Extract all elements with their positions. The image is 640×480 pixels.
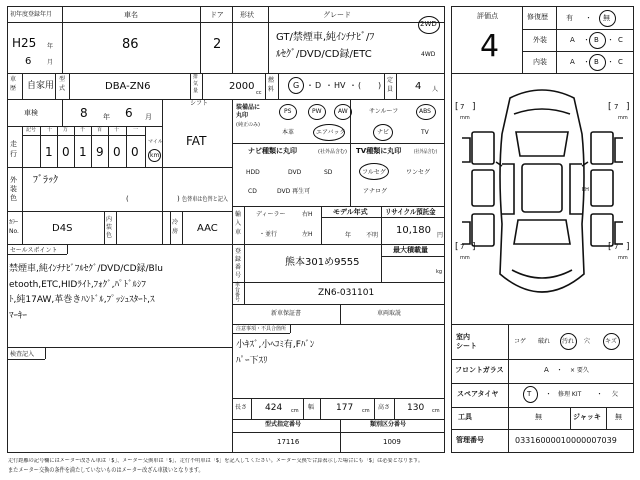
navi-dvd-play: DVD 再生可: [277, 188, 311, 195]
front-glass-x: × 要久: [570, 367, 589, 374]
grade-line-1: GT/禁煙車,純ｲﾝﾁﾅﾋﾞ/ﾌ: [276, 32, 375, 43]
bracket-bl-close: ]: [472, 242, 476, 252]
equip-navi: ナビ: [377, 129, 390, 136]
color-label: 外 装 色: [10, 176, 17, 202]
spare-label: スペアタイヤ: [457, 390, 499, 398]
size-tl: 7: [460, 103, 465, 111]
capacity-unit: 人: [432, 86, 439, 93]
equipment-subtitle: (純正のみ): [236, 122, 260, 128]
mileage-label: 走 行: [10, 140, 17, 158]
car-name-value: 86: [122, 37, 139, 52]
sales-label: セールスポイント: [10, 247, 58, 254]
displacement-label: 排 気 量: [193, 74, 199, 94]
notes-line-1: 小ｷｽﾞ,小ﾍｺﾐ有,Fﾊﾞﾝ: [236, 340, 315, 350]
sales-line-1: 禁煙車,純ｲﾝﾁﾅﾋﾞﾌﾙｾｸﾞ/DVD/CD録/Blu: [9, 264, 163, 274]
color-paren-open: (: [126, 195, 129, 203]
mileage-digit-6: 0: [131, 145, 139, 159]
footer-line-1: 走行距離の記号欄にはメーター改ざん車は「$」、メーター交換車は「$」、走行不明車は「$」を記入してください。メーター交換で合算表示した場合にも「$」は必要となります。: [8, 458, 424, 464]
seat-tear: 破れ: [538, 338, 551, 345]
doors-value: 2: [213, 37, 222, 52]
size-br: 7: [614, 243, 619, 251]
height-unit: cm: [432, 408, 440, 414]
digit-header-4: 百: [97, 127, 103, 133]
navi-hdd: HDD: [246, 169, 260, 176]
navi-cd: CD: [248, 188, 257, 195]
mile-label: マイル: [148, 139, 163, 145]
navi-dvd: DVD: [288, 169, 302, 176]
exterior-b: B: [594, 36, 599, 44]
mm-bl: mm: [460, 255, 470, 261]
length-unit: cm: [291, 408, 299, 414]
recycle-yen: 円: [437, 232, 444, 239]
seat-scratch: キズ: [605, 338, 617, 345]
width-unit: cm: [362, 408, 370, 414]
capacity-label: 定 員: [387, 77, 394, 93]
fuel-d: D: [315, 81, 322, 90]
designation-value: 17116: [277, 438, 300, 446]
model-value: DBA-ZN6: [105, 81, 151, 92]
recycle-label: リサイクル預託金: [385, 208, 436, 216]
spare-t: T: [527, 390, 532, 398]
import-lhd: 左H: [302, 231, 313, 238]
inspection-year: 8: [80, 106, 88, 120]
interior-dot-1: ・: [583, 58, 590, 66]
bracket-br-close: ]: [626, 242, 630, 252]
fuel-g: G: [293, 81, 300, 90]
color-no-value: D4S: [52, 223, 73, 234]
load-kg: kg: [436, 269, 443, 275]
cc-unit: cc: [256, 90, 262, 96]
color-no-label: ｶﾗｰ No.: [9, 219, 19, 235]
designation-label: 型式指定番号: [265, 421, 302, 428]
inspection-label: 車検: [24, 109, 38, 117]
warranty-manual: 車両取説: [377, 310, 402, 317]
year-unit: 年: [47, 43, 54, 50]
equipment-title: 装備品に 丸印: [236, 104, 261, 119]
mileage-digit-2: 0: [62, 145, 70, 159]
bracket-br: [: [608, 242, 612, 252]
interior-c: C: [618, 58, 623, 66]
equip-sunroof: サンルーフ: [369, 108, 399, 115]
mm-tr: mm: [618, 115, 628, 121]
bracket-bl: [: [455, 242, 459, 252]
load-label: 最大積載量: [393, 246, 428, 254]
shift-value: FAT: [186, 134, 207, 148]
reg-no-label: 登 録 番 号: [235, 248, 242, 279]
inspection-month-unit: 月: [145, 113, 152, 121]
digit-header-1: 十: [47, 127, 53, 133]
shape-label: 形状: [240, 11, 254, 19]
interior-a: A: [570, 58, 575, 66]
inspection-month: 6: [125, 106, 133, 120]
digit-header-6: 一: [133, 127, 139, 133]
ac-label: 冷 房: [172, 219, 179, 235]
exterior-label: 外装: [533, 36, 547, 44]
equip-abs: ABS: [419, 108, 431, 115]
recycle-value: 10,180: [396, 225, 431, 236]
equip-aw: AW: [338, 108, 348, 115]
tools-label: 工具: [458, 413, 472, 421]
fuel-dot-3: ・: [349, 81, 357, 90]
car-diagram: [452, 74, 633, 324]
mgmt-value: 03316000010000007039: [515, 436, 617, 445]
seat-stain: 汚れ: [562, 338, 575, 345]
reg-year-label: 初年度登録年月: [10, 11, 53, 18]
navi-sd: SD: [324, 169, 333, 176]
damage-no: 無: [603, 14, 610, 22]
chassis-value: ZN6-031101: [318, 288, 375, 298]
navi-title: ナビ種類に丸印: [248, 147, 297, 155]
km-label: km: [150, 152, 160, 159]
notes-label: 注意事項・不具合箇所: [236, 326, 287, 332]
equip-tv: TV: [421, 129, 429, 136]
mileage-digit-4: 9: [96, 145, 104, 159]
eh-mark: EH: [582, 187, 589, 193]
interior-label: 内装: [533, 58, 547, 66]
jack-value: 無: [615, 413, 622, 421]
tv-title: TV種類に丸印: [356, 147, 402, 155]
model-year-label: モデル年式: [333, 208, 368, 216]
warranty-new: 新車保証書: [271, 310, 302, 317]
notes-line-2: ﾊﾟｰ下ｽﾘ: [236, 356, 268, 366]
bracket-tr: [: [608, 102, 612, 112]
displacement-value: 2000: [229, 81, 255, 92]
digit-header-2: 万: [63, 127, 69, 133]
exterior-dot-2: ・: [607, 36, 614, 44]
bracket-tr-close: ]: [626, 102, 630, 112]
digit-header-5: 十: [114, 127, 120, 133]
damage-dot: ・: [585, 14, 592, 22]
seat-burn: コゲ: [514, 338, 527, 345]
height-value: 130: [407, 403, 425, 413]
exterior-c: C: [618, 36, 623, 44]
front-glass-dot: ・: [556, 366, 563, 374]
mm-br: mm: [618, 255, 628, 261]
digit-header-mark: 記号: [26, 127, 37, 133]
spare-none: 欠: [612, 391, 619, 398]
bracket-tl-close: ]: [472, 102, 476, 112]
equip-pw: PW: [312, 108, 322, 115]
front-glass-a: A: [544, 366, 549, 374]
height-label: 高さ: [378, 404, 391, 411]
fuel-hv: HV: [334, 81, 346, 90]
car-name-label: 車名: [124, 11, 138, 19]
class-value: 1009: [383, 438, 401, 446]
exterior-a: A: [570, 36, 575, 44]
door-label: ドア: [210, 11, 224, 19]
chassis-label: 車 台 番 号: [235, 282, 241, 303]
tv-analog: アナログ: [363, 188, 388, 195]
equip-leather: 本革: [282, 129, 295, 136]
color-paren-close: ): [177, 195, 180, 203]
length-value: 424: [265, 403, 283, 413]
jack-label: ジャッキ: [573, 413, 601, 421]
spare-dot: ・: [545, 390, 552, 398]
seat-label: 室内 シート: [456, 333, 477, 350]
ac-value: AAC: [197, 223, 218, 234]
model-year-unit: 年: [345, 232, 352, 239]
size-bl: 7: [460, 243, 465, 251]
grade-line-2: ﾙｾｸﾞ/DVD/CD録/ETC: [276, 49, 372, 60]
month-value: 6: [25, 56, 32, 67]
color-value: ﾌﾞﾗｯｸ: [33, 175, 58, 186]
shift-label: シフト: [190, 100, 209, 107]
footer-line-2: またメーター交換の条件を満たしていないものはメーター改ざん車扱いとなります。: [8, 467, 204, 474]
interior-dot-2: ・: [607, 58, 614, 66]
interior-b: B: [594, 58, 599, 66]
mileage-digit-3: 1: [79, 145, 87, 159]
year-value: H25: [12, 36, 37, 50]
fuel-paren-open: (: [358, 81, 362, 90]
fuel-paren-close: ): [378, 81, 382, 90]
import-dealer: ディーラー: [256, 211, 286, 218]
mm-tl: mm: [460, 115, 470, 121]
month-unit: 月: [47, 59, 54, 66]
length-label: 長さ: [235, 404, 248, 411]
seat-hole: 穴: [584, 338, 591, 345]
equip-ps: PS: [284, 108, 292, 115]
import-label: 輸 入 車: [235, 211, 242, 236]
eval-score: 4: [480, 29, 500, 64]
damage-label: 修復歴: [527, 13, 548, 21]
fuel-dot-1: ・: [306, 81, 314, 90]
drive-2wd: 2WD: [420, 20, 437, 28]
size-tr: 7: [614, 103, 619, 111]
grade-label: グレード: [323, 11, 351, 19]
mileage-digit-1: 1: [45, 145, 53, 159]
import-rhd: 右H: [302, 211, 313, 218]
exterior-dot-1: ・: [583, 36, 590, 44]
navi-sub: (社外品含む): [318, 149, 347, 155]
capacity-value: 4: [415, 81, 422, 92]
damage-yes: 有: [566, 14, 573, 22]
sales-line-2: etooth,ETC,HIDﾗｲﾄ,ﾌｫｸﾞ,ﾊﾟﾄﾞﾙｼﾌ: [9, 280, 147, 290]
mgmt-label: 管理番号: [456, 436, 484, 444]
tools-value: 無: [535, 413, 542, 421]
sales-line-4: ﾏｰｷｰ: [9, 311, 28, 321]
front-glass-label: フロントガラス: [455, 366, 504, 374]
model-year-value: 不明: [366, 232, 379, 239]
reg-no-value: 熊本301め9555: [285, 257, 360, 268]
eval-label: 評価点: [477, 12, 498, 20]
inspector-label: 検査記入: [10, 351, 35, 358]
interior-color-label: 内 装 色: [106, 216, 113, 239]
sales-line-3: ﾄ,純17AW,革巻きﾊﾝﾄﾞﾙ,ﾌﾟｯｼｭｽﾀｰﾄ,ｽ: [9, 295, 155, 305]
equip-airbag: エアバック: [316, 129, 346, 136]
width-value: 177: [336, 403, 354, 413]
inspection-year-unit: 年: [103, 113, 110, 121]
tv-sub: (社外品含む): [414, 149, 438, 155]
model-label: 型 式: [59, 76, 66, 92]
vehicle-value: 自家用: [27, 81, 55, 91]
fuel-label: 燃 料: [268, 77, 275, 93]
class-label: 類別区分番号: [370, 421, 407, 428]
import-parallel: ・並行: [259, 231, 278, 238]
digit-header-3: 千: [80, 127, 86, 133]
vehicle-label: 車 歴: [10, 76, 17, 92]
spare-dot-2: ・: [596, 390, 603, 398]
width-label: 幅: [308, 404, 315, 411]
drive-4wd: 4WD: [421, 51, 436, 58]
color-note: 色替車は色替と記入: [182, 196, 228, 203]
spare-kit: 修理 KIT: [558, 391, 582, 398]
fuel-dot-2: ・: [325, 81, 333, 90]
tv-fullseg: フルセグ: [362, 169, 386, 176]
tv-oneseg: ワンセグ: [406, 169, 431, 176]
mileage-digit-5: 0: [113, 145, 121, 159]
bracket-tl: [: [455, 102, 459, 112]
